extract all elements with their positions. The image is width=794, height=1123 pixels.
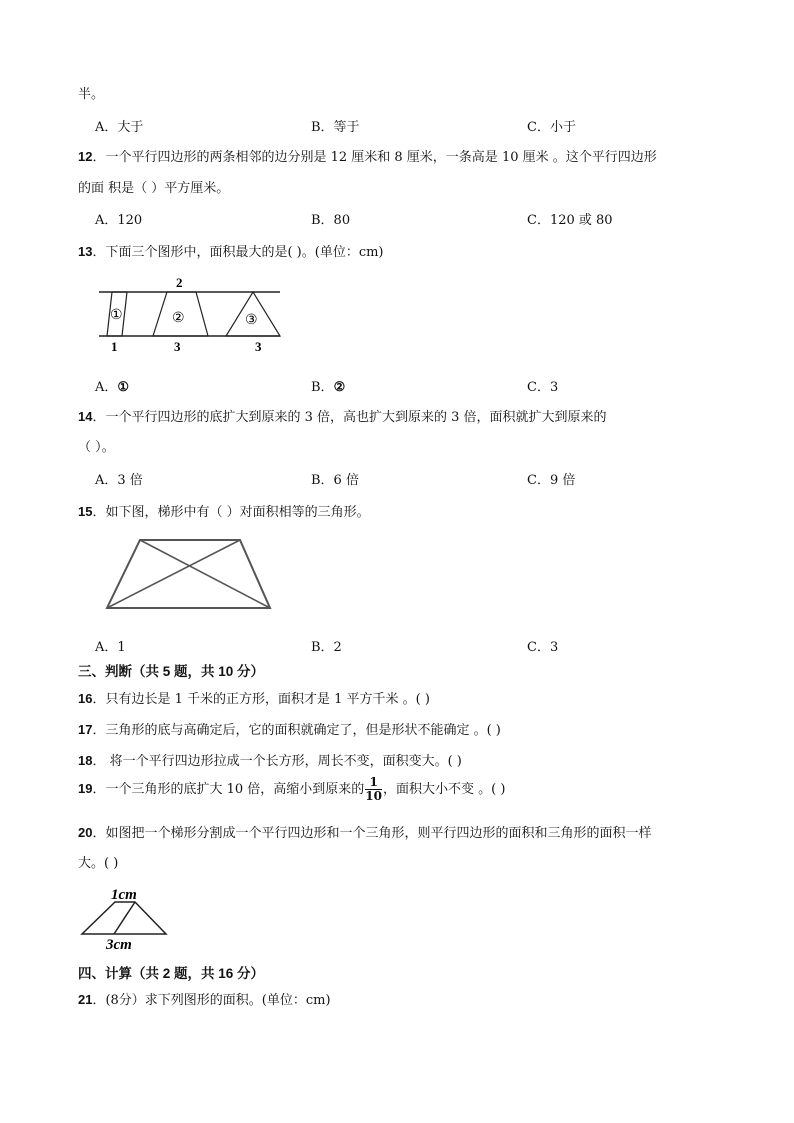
diagonal-1 [140,540,270,608]
q12-option-a: A．120 [95,213,143,228]
q12-text-1: ．一个平行四边形的两条相邻的边分别是 12 厘米和 8 厘米，一条高是 10 厘米 。这个平行四边形 [92,150,657,165]
q19-fraction-numerator: 1 [365,776,382,790]
q13-option-b-label: B． [311,380,334,395]
q13-option-a-label: A． [95,380,118,395]
q17-number: 17 [78,722,93,737]
q18-text: ． 将一个平行四边形拉成一个长方形，周长不变，面积变大。( ) [92,754,462,769]
q21-text: ．(8分）求下列图形的面积。(单位：cm) [92,993,331,1008]
q14-line1 [78,406,607,425]
shape-1-label: ① [110,308,123,323]
q12-line2: 的面 积是（ ）平方厘米。 [78,181,230,196]
q21-number: 21 [78,992,93,1007]
q13-option-c: C．3 [527,380,559,395]
q13-question [78,241,384,260]
q17-text: ．三角形的底与高确定后，它的面积就确定了，但是形状不能确定 。( ) [92,723,501,738]
q19-question [78,776,505,803]
dividing-line [114,902,135,934]
q20-line1 [78,822,651,841]
continued-text: 半。 [78,87,105,102]
q13-option-a [95,376,129,395]
q12-option-b: B．80 [311,213,351,228]
section-3-heading: 三、判断（共 5 题，共 10 分） [78,664,265,679]
q19-text-before: ．一个三角形的底扩大 10 倍，高缩小到原来的 [92,782,365,797]
q16-text: ．只有边长是 1 千米的正方形，面积才是 1 平方千米 。( ) [92,692,430,707]
q19-fraction-denominator: 10 [365,789,382,803]
q14-option-a: A．3 倍 [95,473,143,488]
trapezoid-outline [107,540,270,608]
q18-number: 18 [78,753,93,768]
q20-text-1: ．如图把一个梯形分割成一个平行四边形和一个三角形，则平行四边形的面积和三角形的面积一样 [92,826,652,841]
q13-option-a-symbol: ① [117,380,130,395]
q14-option-b: B．6 倍 [311,473,359,488]
q17-question [78,719,501,738]
section-4-heading: 四、计算（共 2 题，共 16 分） [78,966,265,981]
q19-fraction [365,776,382,803]
q14-text-1: ．一个平行四边形的底扩大到原来的 3 倍，高也扩大到原来的 3 倍，面积就扩大到原来的 [92,410,607,425]
q20-number: 20 [78,825,93,840]
top-length-label: 1cm [111,887,137,903]
q15-option-b: B．2 [311,640,342,655]
q11-option-b: B．等于 [311,120,360,135]
q18-question [78,750,462,769]
q14-option-c: C．9 倍 [527,473,576,488]
q15-question [78,501,370,520]
q20-trapezoid-figure [78,883,178,953]
q13-option-b-symbol: ② [333,380,346,395]
q13-text: ．下面三个图形中，面积最大的是( )。(单位：cm) [92,245,384,260]
q19-number: 19 [78,781,93,796]
q13-figure [95,275,285,355]
diagonal-2 [107,540,240,608]
bottom-length-label: 3cm [106,937,132,953]
q13-option-b [311,376,345,395]
q15-option-c: C．3 [527,640,559,655]
q15-number: 15 [78,504,93,519]
q13-number: 13 [78,244,93,259]
figure-top-label: 2 [176,275,183,290]
bottom-label-1: 1 [111,339,118,354]
shape-2-label: ② [172,311,185,326]
q15-option-a: A．1 [95,640,126,655]
q14-line2: （ ）。 [78,440,115,455]
q16-question [78,688,430,707]
q16-number: 16 [78,691,93,706]
q12-line1 [78,146,657,165]
q20-line2: 大。( ) [78,856,119,871]
q21-question [78,989,331,1008]
q12-number: 12 [78,149,93,164]
bottom-label-2: 3 [174,339,181,354]
shape-3-label: ③ [245,313,258,328]
q14-number: 14 [78,409,93,424]
q15-trapezoid-figure [100,535,280,615]
bottom-label-3: 3 [255,339,262,354]
q19-text-after: ，面积大小不变 。( ) [382,782,506,797]
q11-option-a: A．大于 [95,120,144,135]
q15-text: ．如下图，梯形中有（ ）对面积相等的三角形。 [92,505,370,520]
q11-option-c: C．小于 [527,120,576,135]
q12-option-c: C．120 或 80 [527,213,613,228]
